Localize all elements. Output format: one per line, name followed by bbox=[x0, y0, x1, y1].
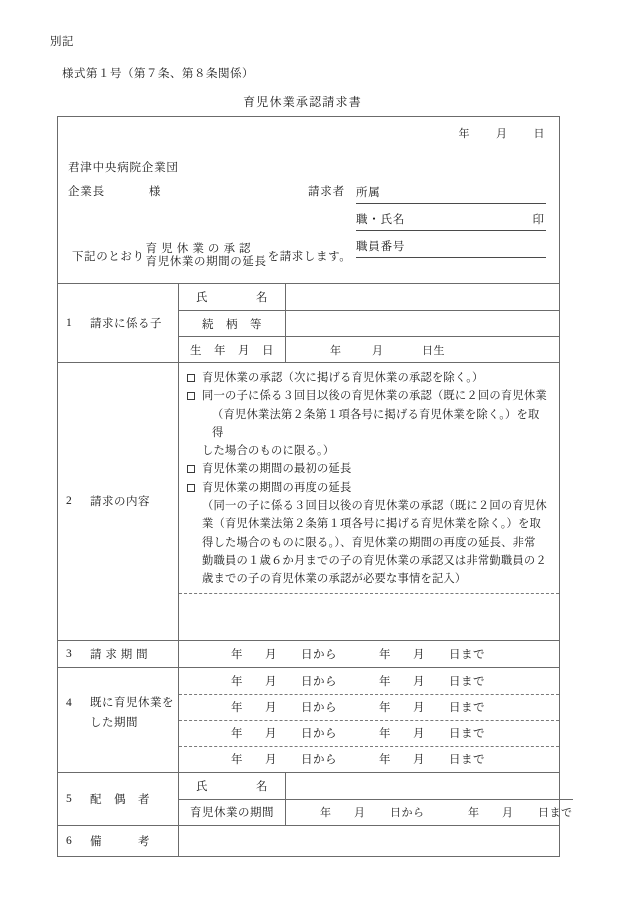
section-remarks bbox=[58, 825, 559, 856]
submission-date-line bbox=[459, 125, 546, 141]
period-year-to: 年 bbox=[379, 648, 391, 661]
date-day-label: 日 bbox=[533, 128, 545, 140]
request-statement bbox=[72, 243, 351, 269]
section-2-label bbox=[58, 363, 179, 640]
spouse-day-from: 日から bbox=[390, 807, 425, 820]
prev4-year-to: 年 bbox=[379, 754, 391, 767]
spouse-month-to: 月 bbox=[502, 807, 514, 820]
previous-leave-placeholder-3 bbox=[231, 725, 485, 741]
checkbox-option-4-text bbox=[202, 479, 549, 497]
prev4-month-from: 月 bbox=[265, 754, 277, 767]
section-1-number: 1 bbox=[66, 317, 73, 329]
section-5-label bbox=[58, 773, 179, 825]
period-month-to: 月 bbox=[413, 648, 425, 661]
child-birthdate-input[interactable] bbox=[286, 337, 559, 362]
recipient-title: 企業長 bbox=[68, 186, 105, 198]
section-6-label bbox=[58, 826, 179, 856]
previous-leave-placeholder-2 bbox=[231, 699, 485, 715]
affiliation-field[interactable] bbox=[356, 177, 546, 204]
checkbox-option-3-line-1: 育児休業の期間の最初の延長 bbox=[202, 463, 352, 476]
remarks-input[interactable] bbox=[179, 826, 559, 856]
employee-number-field[interactable] bbox=[356, 231, 546, 258]
birth-day-label: 日生 bbox=[422, 344, 445, 357]
date-month-label: 月 bbox=[496, 128, 508, 140]
form-frame bbox=[57, 116, 573, 857]
spouse-day-to: 日まで bbox=[538, 807, 573, 820]
checkbox-option-2-line-1: 同一の子に係る３回目以後の育児休業の承認（既に２回の育児休業 bbox=[202, 390, 547, 403]
section-4-line-2: した期間 bbox=[90, 716, 138, 729]
prev3-month-to: 月 bbox=[413, 728, 425, 741]
period-day-from: 日から bbox=[301, 648, 337, 661]
section-1-title: 請求に係る子 bbox=[90, 318, 162, 330]
statement-alternatives bbox=[146, 243, 267, 269]
spouse-month-from: 月 bbox=[354, 807, 366, 820]
request-content-body bbox=[179, 363, 559, 640]
spouse-year-to: 年 bbox=[468, 807, 480, 820]
request-period-input[interactable] bbox=[179, 641, 559, 667]
prev2-year-from: 年 bbox=[231, 702, 243, 715]
request-reason-write-in[interactable] bbox=[179, 593, 559, 640]
spouse-name-input[interactable] bbox=[286, 773, 573, 799]
section-previous-leave bbox=[58, 667, 559, 772]
section-3-title: 請 求 期 間 bbox=[90, 648, 149, 661]
section-5-title: 配 偶 者 bbox=[90, 793, 150, 806]
spouse-subtable bbox=[179, 773, 573, 825]
checkbox-list bbox=[179, 363, 559, 593]
note-line-4: 勤職員の１歳６か月までの子の育児休業の承認又は非常勤職員の２ bbox=[202, 554, 547, 567]
section-3-label bbox=[58, 641, 179, 667]
period-day-to: 日まで bbox=[449, 648, 485, 661]
prev3-year-from: 年 bbox=[231, 728, 243, 741]
section-4-title: 既に育児休業を bbox=[90, 696, 174, 709]
prev4-day-to: 日まで bbox=[449, 754, 485, 767]
prev4-day-from: 日から bbox=[301, 754, 337, 767]
section-4-line-1 bbox=[66, 694, 178, 710]
checkbox-option-4[interactable] bbox=[187, 479, 549, 497]
prev2-month-to: 月 bbox=[413, 702, 425, 715]
spouse-name-label: 氏 名 bbox=[179, 773, 286, 799]
remarks-body bbox=[179, 826, 559, 856]
section-2-title: 請求の内容 bbox=[90, 496, 150, 509]
note-line-2: 業（育児休業法第２条第１項各号に掲げる育児休業を除く。）を取 bbox=[202, 518, 542, 531]
child-info-subtable bbox=[179, 284, 559, 362]
checkbox-option-3-text bbox=[202, 460, 549, 478]
prev4-month-to: 月 bbox=[413, 754, 425, 767]
child-relation-row bbox=[179, 310, 559, 336]
spouse-year-from: 年 bbox=[320, 807, 332, 820]
section-spouse bbox=[58, 772, 573, 825]
prev1-month-from: 月 bbox=[265, 675, 277, 688]
checkbox-icon[interactable] bbox=[187, 374, 195, 382]
period-year-from: 年 bbox=[231, 648, 243, 661]
form-number: 様式第１号（第７条、第８条関係） bbox=[62, 68, 254, 80]
previous-leave-row-1[interactable] bbox=[179, 668, 559, 694]
requester-label: 請求者 bbox=[308, 186, 345, 198]
statement-suffix: を請求します。 bbox=[267, 250, 352, 263]
child-name-row bbox=[179, 284, 559, 310]
section-2-number: 2 bbox=[66, 495, 73, 508]
prev3-day-from: 日から bbox=[301, 728, 337, 741]
previous-leave-row-2[interactable] bbox=[179, 694, 559, 720]
prev4-year-from: 年 bbox=[231, 754, 243, 767]
checkbox-icon[interactable] bbox=[187, 465, 195, 473]
spouse-period-input[interactable] bbox=[286, 800, 573, 825]
period-month-from: 月 bbox=[265, 648, 277, 661]
request-content-note bbox=[187, 497, 549, 588]
previous-leave-row-4[interactable] bbox=[179, 746, 559, 772]
statement-option-extension: 育児休業の期間の延長 bbox=[145, 255, 267, 268]
child-relation-label: 続 柄 等 bbox=[179, 311, 286, 336]
previous-leave-row-3[interactable] bbox=[179, 720, 559, 746]
statement-prefix: 下記のとおり bbox=[72, 250, 145, 263]
section-6-title: 備 考 bbox=[90, 835, 150, 848]
prev3-day-to: 日まで bbox=[449, 728, 485, 741]
letterhead-block bbox=[58, 117, 559, 283]
position-name-label: 職・氏名 bbox=[356, 214, 406, 226]
checkbox-option-2-line-3: した場合のものに限る。） bbox=[202, 445, 335, 458]
date-year-label: 年 bbox=[458, 128, 470, 140]
recipient-honorific: 様 bbox=[148, 186, 162, 198]
child-birthdate-label: 生 年 月 日 bbox=[179, 337, 286, 362]
checkbox-option-1-text bbox=[202, 369, 549, 387]
previous-leave-placeholder-4 bbox=[231, 751, 485, 767]
birth-month-label: 月 bbox=[372, 344, 384, 357]
document-mark: 別記 bbox=[50, 36, 74, 48]
birthdate-placeholder bbox=[330, 342, 445, 358]
prev1-day-to: 日まで bbox=[449, 675, 485, 688]
checkbox-icon[interactable] bbox=[187, 484, 195, 492]
spouse-period-placeholder bbox=[320, 804, 573, 820]
prev3-month-from: 月 bbox=[265, 728, 277, 741]
page-title: 育児休業承認請求書 bbox=[243, 95, 362, 109]
prev2-day-from: 日から bbox=[301, 702, 337, 715]
checkbox-option-2-line-2: （育児休業法第２条第１項各号に掲げる育児休業を除く。）を取得 bbox=[212, 408, 540, 439]
organization-name: 君津中央病院企業団 bbox=[68, 162, 179, 174]
checkbox-option-1[interactable] bbox=[187, 369, 549, 387]
section-4-label bbox=[58, 668, 179, 772]
request-period-body bbox=[179, 641, 559, 667]
checkbox-option-4-line-1: 育児休業の期間の再度の延長 bbox=[202, 481, 352, 494]
previous-leave-body bbox=[179, 668, 559, 772]
child-name-input[interactable] bbox=[286, 284, 559, 310]
prev3-year-to: 年 bbox=[379, 728, 391, 741]
request-period-placeholder bbox=[231, 646, 485, 662]
spouse-period-label: 育児休業の期間 bbox=[179, 800, 286, 825]
child-relation-input[interactable] bbox=[286, 311, 559, 336]
note-line-3: 得した場合のものに限る。）、育児休業の期間の再度の延長、非常 bbox=[202, 536, 536, 549]
checkbox-option-3[interactable] bbox=[187, 460, 549, 478]
checkbox-icon[interactable] bbox=[187, 392, 195, 400]
child-birthdate-row bbox=[179, 336, 559, 362]
child-name-label: 氏 名 bbox=[179, 284, 286, 310]
checkbox-option-1-line-1: 育児休業の承認（次に掲げる育児休業の承認を除く。） bbox=[202, 372, 484, 384]
spouse-name-row bbox=[179, 773, 573, 799]
section-request-period bbox=[58, 640, 559, 667]
seal-mark-icon: 印 bbox=[532, 214, 544, 226]
checkbox-option-2-text bbox=[202, 387, 549, 460]
previous-leave-placeholder-1 bbox=[231, 673, 485, 689]
section-4-number: 4 bbox=[66, 696, 73, 709]
affiliation-label: 所属 bbox=[356, 187, 381, 199]
spouse-period-row bbox=[179, 799, 573, 825]
prev1-year-to: 年 bbox=[379, 675, 391, 688]
prev2-year-to: 年 bbox=[379, 702, 391, 715]
position-name-field[interactable] bbox=[356, 204, 546, 231]
checkbox-option-2[interactable] bbox=[187, 387, 549, 460]
section-request-content bbox=[58, 362, 559, 640]
section-child-info bbox=[58, 283, 559, 362]
section-5-number: 5 bbox=[66, 792, 73, 805]
recipient-line bbox=[68, 183, 161, 199]
birth-year-label: 年 bbox=[330, 344, 342, 357]
note-line-1: （同一の子に係る３回目以後の育児休業の承認（既に２回の育児休 bbox=[202, 500, 547, 513]
prev1-year-from: 年 bbox=[231, 675, 243, 688]
prev1-day-from: 日から bbox=[301, 675, 337, 688]
requester-fields bbox=[356, 177, 546, 258]
prev2-month-from: 月 bbox=[265, 702, 277, 715]
prev2-day-to: 日まで bbox=[449, 702, 485, 715]
statement-option-approval: 育 児 休 業 の 承 認 bbox=[145, 243, 252, 255]
employee-number-label: 職員番号 bbox=[356, 241, 406, 253]
section-6-number: 6 bbox=[66, 834, 73, 847]
prev1-month-to: 月 bbox=[413, 675, 425, 688]
note-line-5: 歳までの子の育児休業の承認が必要な事情を記入） bbox=[202, 573, 467, 586]
section-1-label bbox=[58, 284, 179, 362]
section-3-number: 3 bbox=[66, 647, 73, 660]
